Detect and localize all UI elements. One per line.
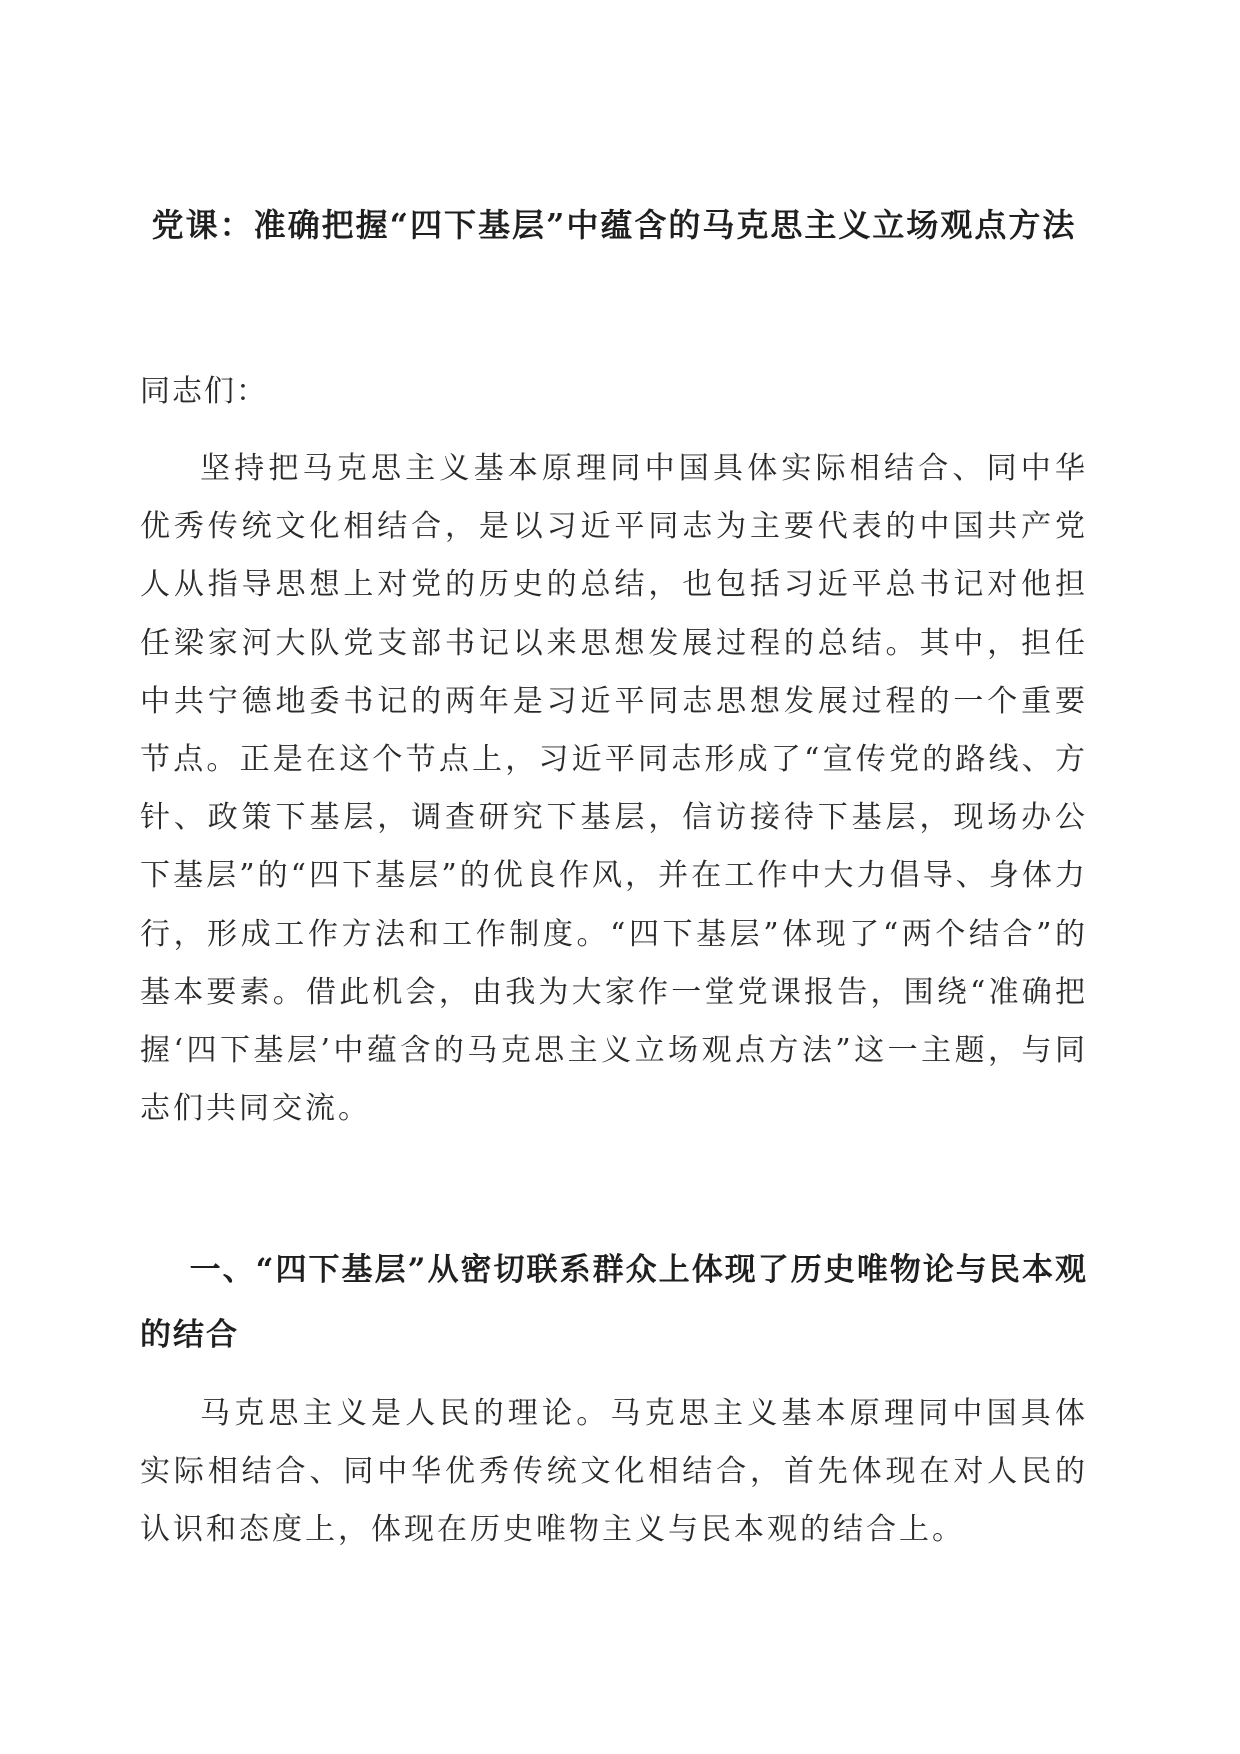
section-heading-1: 一、“四下基层”从密切联系群众上体现了历史唯物论与民本观的结合 bbox=[140, 1252, 1088, 1353]
salutation: 同志们： bbox=[140, 374, 268, 409]
body-paragraph-2: 马克思主义是人民的理论。马克思主义基本原理同中国具体实际相结合、同中华优秀传统文化相结合，首先体现在对人民的认识和态度上，体现在历史唯物主义与民本观的结合上。 bbox=[140, 1396, 1088, 1548]
body-paragraph-1: 坚持把马克思主义基本原理同中国具体实际相结合、同中华优秀传统文化相结合，是以习近平同志为主要代表的中国共产党人从指导思想上对党的历史的总结，也包括习近平总书记对他担任梁家河大队党支部书记以来思想发展过程的总结。其中，担任中共宁德地委书记的两年是习近平同志思想发展过程的一个重要节点。正是在这个节点上，习近平同志形成了“宣传党的路线、方针、政策下基层，调查研究下基层，信访接待下基层，现场办公下基层”的“四下基层”的优良作风，并在工作中大力倡导、身体力行，形成工作方法和工作制度。“四下基层”体现了“两个结合”的基本要素。借此机会，由我为大家作一堂党课报告，围绕“准确把握‘四下基层’中蕴含的马克思主义立场观点方法”这一主题，与同志们共同交流。 bbox=[140, 451, 1088, 1127]
document-title: 党课：准确把握“四下基层”中蕴含的马克思主义立场观点方法 bbox=[151, 206, 1077, 244]
